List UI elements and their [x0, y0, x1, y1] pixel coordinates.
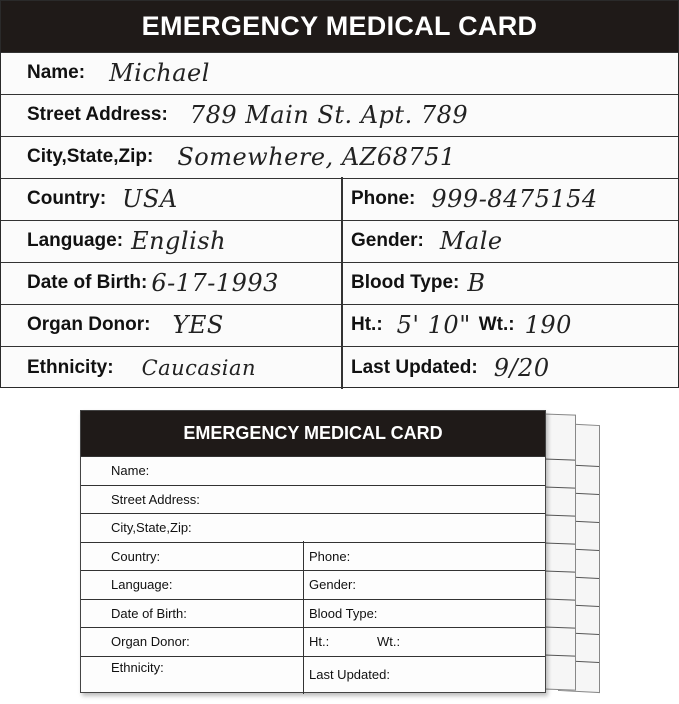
column-divider — [341, 177, 343, 389]
organ-donor-label: Organ Donor: — [27, 313, 151, 335]
row-country-phone — [1, 178, 678, 218]
row-street — [1, 94, 678, 134]
weight-value: 190 — [524, 310, 572, 339]
blank-street-label: Street Address: — [111, 491, 200, 507]
blank-organ-donor-label: Organ Donor: — [111, 634, 190, 650]
country-label: Country: — [27, 187, 107, 209]
blank-height-label: Ht.: — [309, 634, 330, 650]
blank-row-language-gender — [81, 570, 545, 599]
blank-dob-label: Date of Birth: — [111, 605, 187, 621]
blank-country-label: Country: — [111, 548, 161, 564]
gender-value: Male — [439, 226, 503, 255]
blank-name-label: Name: — [111, 463, 150, 479]
city-value: Somewhere, AZ68751 — [177, 142, 456, 171]
blood-type-value: B — [467, 268, 486, 297]
blank-row-city — [81, 513, 545, 542]
blank-language-label: Language: — [111, 577, 173, 593]
row-language-gender — [1, 220, 678, 260]
row-dob-blood — [1, 262, 678, 302]
row-ethnicity-updated — [1, 346, 678, 388]
row-donor-ht-wt — [1, 304, 678, 344]
blank-phone-label: Phone: — [309, 548, 351, 564]
blank-blood-type-label: Blood Type: — [309, 605, 378, 621]
height-label: Ht.: — [351, 313, 383, 335]
card-title: EMERGENCY MEDICAL CARD — [1, 1, 678, 52]
name-label: Name: — [27, 61, 86, 83]
row-city — [1, 136, 678, 176]
blank-row-dob-blood — [81, 599, 545, 628]
dob-label: Date of Birth: — [27, 271, 148, 293]
row-name — [1, 52, 678, 92]
last-updated-label: Last Updated: — [351, 356, 478, 378]
blank-row-name — [81, 456, 545, 485]
language-value: English — [131, 226, 227, 255]
ethnicity-label: Ethnicity: — [27, 356, 114, 378]
height-value: 5' 10" — [396, 310, 471, 339]
country-value: USA — [122, 184, 178, 213]
city-label: City,State,Zip: — [27, 145, 154, 167]
weight-label: Wt.: — [478, 313, 515, 335]
language-label: Language: — [27, 229, 124, 251]
last-updated-value: 9/20 — [493, 353, 550, 382]
blank-row-donor-ht-wt — [81, 627, 545, 656]
street-label: Street Address: — [27, 103, 168, 125]
name-value: Michael — [109, 58, 210, 87]
blank-ethnicity-label: Ethnicity: — [111, 659, 164, 675]
organ-donor-value: YES — [172, 310, 224, 339]
blank-gender-label: Gender: — [309, 577, 356, 593]
blank-card-title: EMERGENCY MEDICAL CARD — [81, 411, 545, 456]
ethnicity-value: Caucasian — [141, 355, 256, 380]
blank-medical-card — [80, 410, 546, 693]
blank-city-label: City,State,Zip: — [111, 520, 192, 536]
phone-value: 999-8475154 — [431, 184, 598, 213]
blood-type-label: Blood Type: — [351, 271, 460, 293]
dob-value: 6-17-1993 — [151, 268, 279, 297]
blank-column-divider — [303, 541, 304, 694]
blank-row-country-phone — [81, 542, 545, 571]
blank-weight-label: Wt.: — [377, 634, 401, 650]
blank-last-updated-label: Last Updated: — [309, 667, 390, 682]
gender-label: Gender: — [351, 229, 424, 251]
phone-label: Phone: — [351, 187, 416, 209]
street-value: 789 Main St. Apt. 789 — [189, 100, 469, 129]
blank-row-ethnicity-updated — [81, 656, 545, 693]
blank-row-street — [81, 485, 545, 514]
